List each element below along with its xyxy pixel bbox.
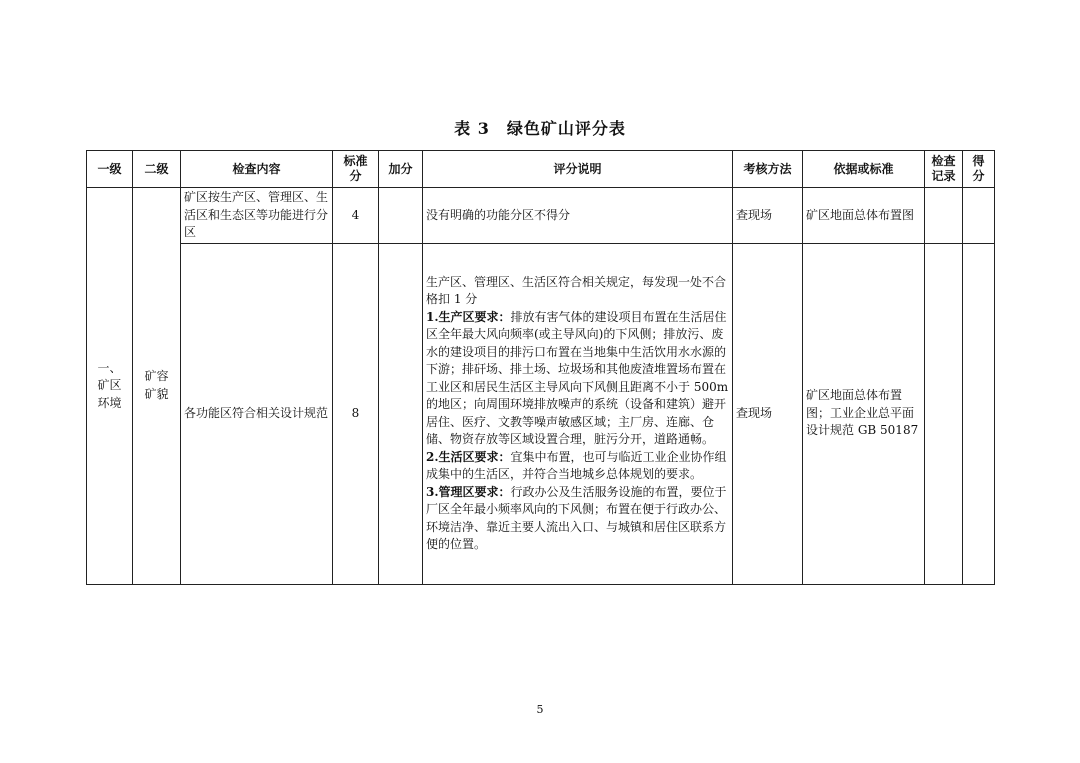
- basis-cell: 矿区地面总体布置图；工业企业总平面设计规范 GB 50187: [803, 243, 925, 584]
- std-score-cell: 8: [333, 243, 379, 584]
- header-basis: 依据或标准: [803, 151, 925, 188]
- level2-cell: [133, 188, 181, 585]
- score-cell: [963, 188, 995, 244]
- header-bonus: 加分: [379, 151, 423, 188]
- management-zone-text: 行政办公及生活服务设施的布置，要位于厂区全年最小频率风向的下风侧；布置在便于行政办公、环境洁净、靠近主要人流出入口、与城镇和居住区联系方便的位置。: [426, 484, 727, 551]
- record-cell: [925, 188, 963, 244]
- description-intro: 生产区、管理区、生活区符合相关规定，每发现一处不合格扣 1 分: [426, 274, 727, 306]
- description-living-zone: [426, 449, 729, 484]
- description-production-zone: [426, 309, 729, 449]
- level1-line2: 矿区: [97, 378, 122, 392]
- table-title: 表 3 绿色矿山评分表: [454, 119, 626, 138]
- header-record: [925, 151, 963, 188]
- content-cell: 各功能区符合相关设计规范: [181, 243, 333, 584]
- header-content: 检查内容: [181, 151, 333, 188]
- header-std-score-line1: 标准: [343, 154, 368, 168]
- description-cell: [423, 243, 733, 584]
- level1-cell: [87, 188, 133, 585]
- level2-line1: 矿容: [144, 369, 169, 384]
- record-cell: [925, 243, 963, 584]
- header-record-line1: 检查: [931, 154, 956, 168]
- level1-line3: 环境: [97, 395, 122, 410]
- header-std-score: [333, 151, 379, 188]
- header-score-line2: 分: [972, 169, 985, 183]
- header-score: [963, 151, 995, 188]
- method-cell: 查现场: [733, 243, 803, 584]
- living-zone-text: 宜集中布置，也可与临近工业企业协作组成集中的生活区，并符合当地城乡总体规划的要求。: [426, 449, 727, 481]
- production-zone-label: 1.生产区要求：: [426, 309, 511, 324]
- level2-line2: 矿貌: [144, 386, 169, 401]
- std-score-cell: 4: [333, 188, 379, 244]
- method-cell: 查现场: [733, 188, 803, 244]
- basis-cell: 矿区地面总体布置图: [803, 188, 925, 244]
- table-row: [87, 188, 995, 244]
- header-level1: 一级: [87, 151, 133, 188]
- bonus-cell: [379, 243, 423, 584]
- header-score-line1: 得: [972, 154, 985, 168]
- description-cell: 没有明确的功能分区不得分: [423, 188, 733, 244]
- production-zone-text: 排放有害气体的建设项目布置在生活居住区全年最大风向频率(或主导风向)的下风侧；排放污、废水的建设项目的排污口布置在当地集中生活饮用水水源的下游；排矸场、排土场、垃圾场和其他废渣堆置场布置在工业区和居民生活区主导风向下风侧且距离不小于 500m 的地区；向周围环境排放噪声的系统（设备和建筑）避开居住、医疗、文教等噪声敏感区域；主厂房、连廊、仓储、物资存放等区域设置合理，脏污分开，道路通畅。: [426, 309, 729, 446]
- header-description: 评分说明: [423, 151, 733, 188]
- management-zone-label: 3.管理区要求：: [426, 484, 511, 499]
- header-record-line2: 记录: [931, 169, 956, 183]
- table-row: [87, 243, 995, 584]
- header-std-score-line2: 分: [349, 169, 362, 183]
- header-method: 考核方法: [733, 151, 803, 188]
- bonus-cell: [379, 188, 423, 244]
- green-mine-score-table: [86, 150, 995, 585]
- description-management-zone: [426, 484, 729, 554]
- content-cell: 矿区按生产区、管理区、生活区和生态区等功能进行分区: [181, 188, 333, 244]
- header-level2: 二级: [133, 151, 181, 188]
- score-cell: [963, 243, 995, 584]
- page-number: 5: [536, 703, 544, 716]
- living-zone-label: 2.生活区要求：: [426, 449, 511, 464]
- level1-line1: 一、: [97, 360, 122, 375]
- header-row: [87, 151, 995, 188]
